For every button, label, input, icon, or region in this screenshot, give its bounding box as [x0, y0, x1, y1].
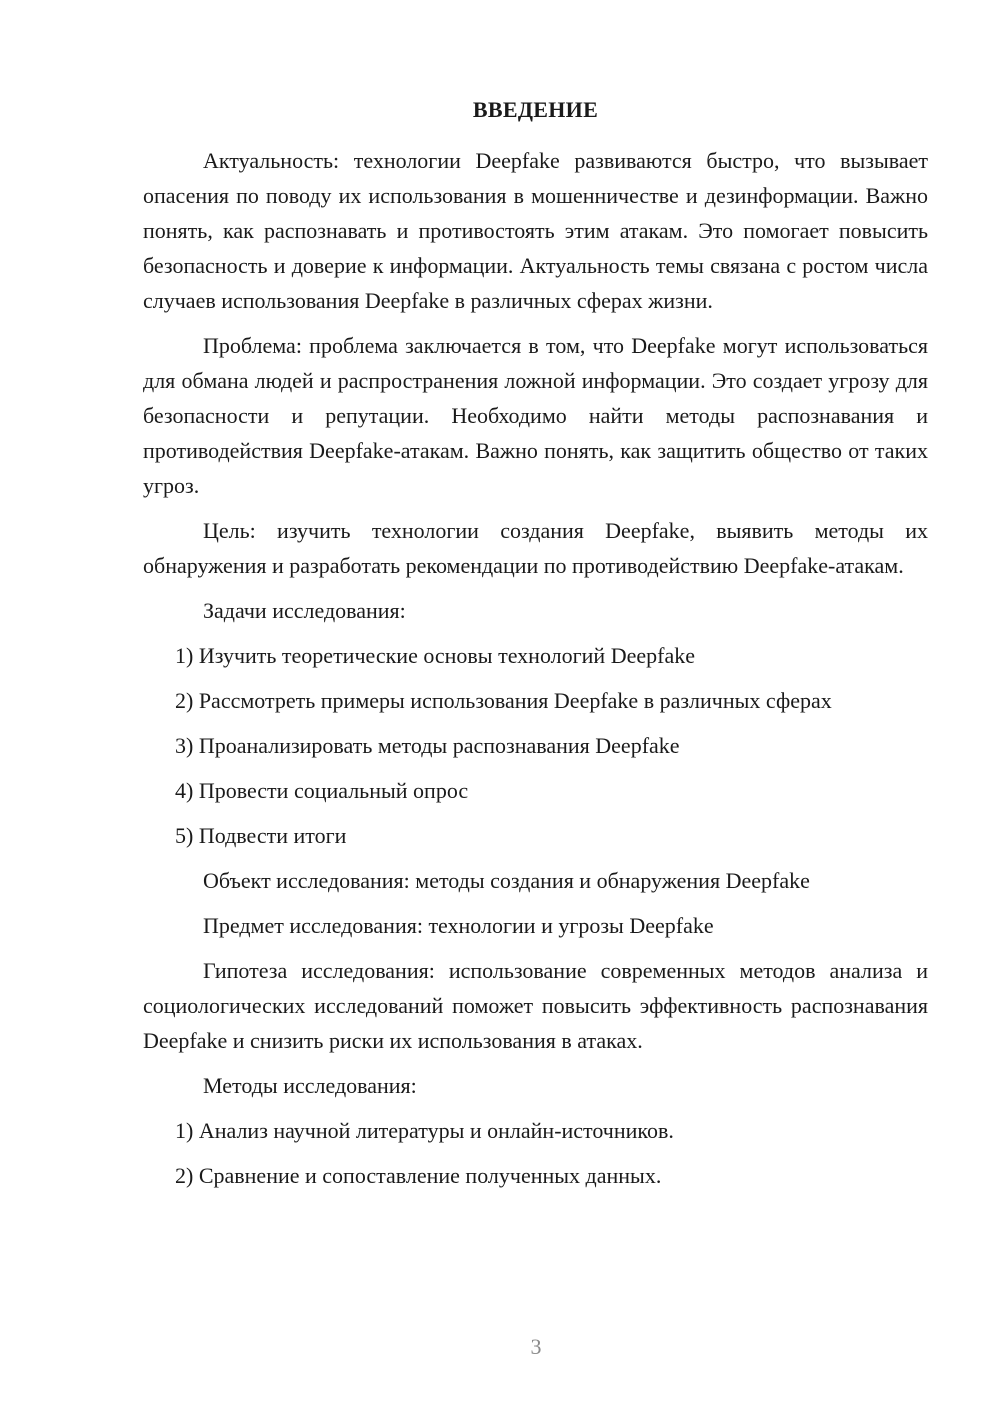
- relevance-paragraph: Актуальность: технологии Deepfake развиваются быстро, что вызывает опасения по поводу их использования в мошенничестве и дезинформации. Важно понять, как распознавать и противостоять этим атакам. Это помогает повысить безопасность и доверие к информации. Актуальность темы связана с ростом числа случаев использования Deepfake в различных сферах жизни.: [143, 148, 928, 313]
- task-item: 1) Изучить теоретические основы технологий Deepfake: [175, 643, 695, 668]
- document-page: [143, 95, 928, 1203]
- task-item: 3) Проанализировать методы распознавания Deepfake: [175, 733, 680, 758]
- task-item: 2) Рассмотреть примеры использования Deepfake в различных сферах: [175, 688, 832, 713]
- tasks-heading: Задачи исследования:: [203, 598, 406, 623]
- research-object: Объект исследования: методы создания и обнаружения Deepfake: [203, 868, 810, 893]
- research-subject: Предмет исследования: технологии и угрозы Deepfake: [203, 913, 714, 938]
- goal-paragraph: Цель: изучить технологии создания Deepfake, выявить методы их обнаружения и разработать рекомендации по противодействию Deepfake-атакам.: [143, 518, 928, 578]
- hypothesis-paragraph: Гипотеза исследования: использование современных методов анализа и социологических исследований поможет повысить эффективность распознавания Deepfake и снизить риски их использования в атаках.: [143, 958, 928, 1053]
- method-item: 1) Анализ научной литературы и онлайн-источников.: [175, 1118, 674, 1143]
- page-number: 3: [530, 1334, 542, 1359]
- method-item: 2) Сравнение и сопоставление полученных данных.: [175, 1163, 662, 1188]
- problem-paragraph: Проблема: проблема заключается в том, что Deepfake могут использоваться для обмана людей и распространения ложной информации. Это создает угрозу для безопасности и репутации. Необходимо найти методы распознавания и противодействия Deepfake-атакам. Важно понять, как защитить общество от таких угроз.: [143, 333, 928, 498]
- task-item: 5) Подвести итоги: [175, 823, 347, 848]
- task-item: 4) Провести социальный опрос: [175, 778, 469, 803]
- methods-heading: Методы исследования:: [203, 1073, 417, 1098]
- section-title: ВВЕДЕНИЕ: [472, 97, 599, 122]
